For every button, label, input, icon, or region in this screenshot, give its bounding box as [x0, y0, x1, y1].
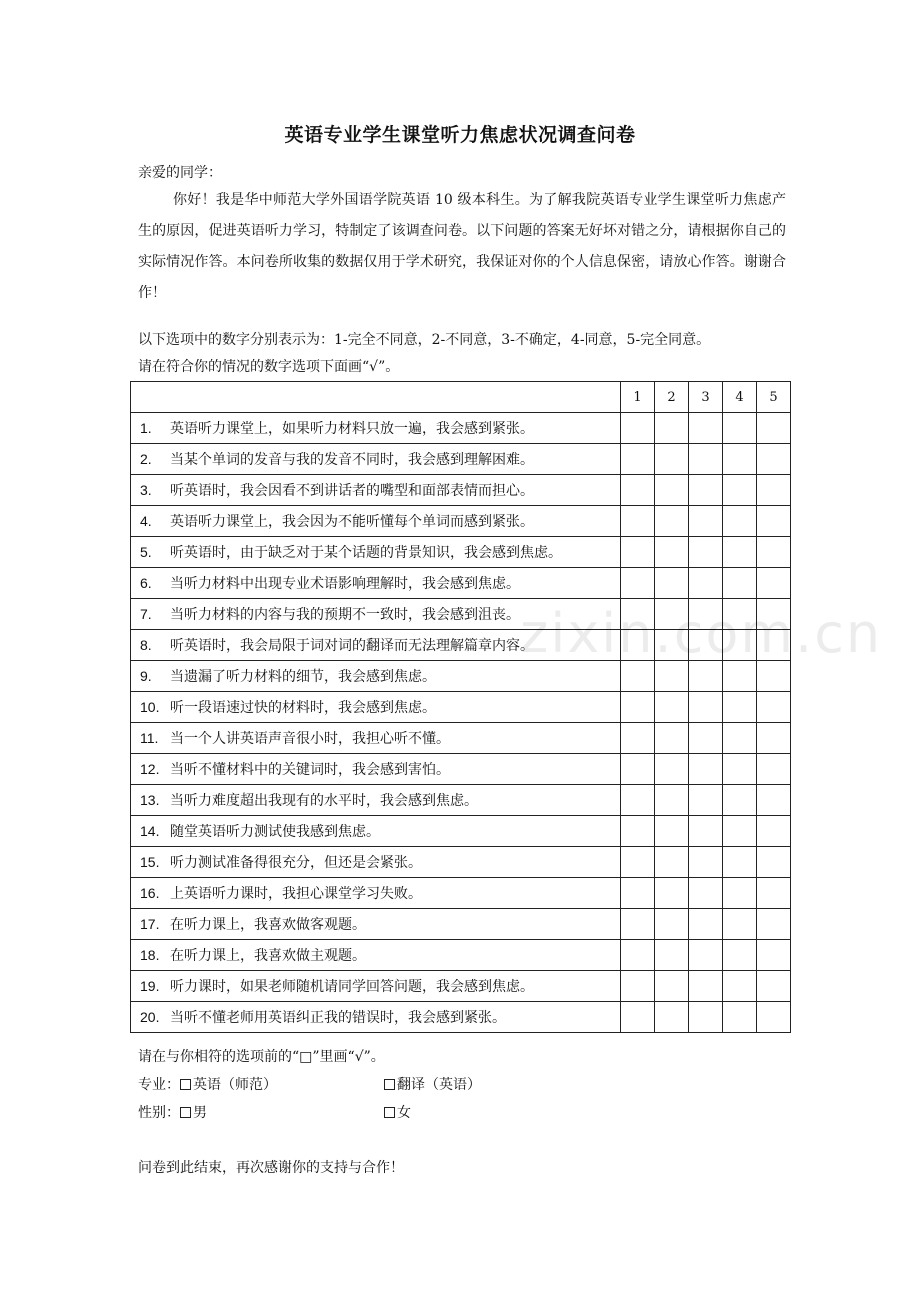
table-row — [131, 475, 791, 506]
question-number: 4. — [140, 513, 152, 529]
rating-cell-1[interactable] — [621, 723, 655, 754]
question-text: 当听力难度超出我现有的水平时，我会感到焦虑。 — [170, 793, 478, 809]
table-row — [131, 692, 791, 723]
checkbox-instruction: 请在与你相符的选项前的“□”里画“√”。 — [138, 1049, 385, 1065]
rating-cell-1[interactable] — [621, 475, 655, 506]
question-number: 2. — [140, 451, 152, 467]
question-cell — [131, 475, 621, 506]
table-row — [131, 444, 791, 475]
rating-cell-4[interactable] — [723, 537, 757, 568]
question-number: 19. — [140, 978, 160, 994]
rating-cell-5[interactable] — [757, 1002, 791, 1033]
rating-cell-4[interactable] — [723, 754, 757, 785]
intro-paragraph: 你好！我是华中师范大学外国语学院英语 10 级本科生。为了解我院英语专业学生课堂听力焦虑产生的原因，促进英语听力学习，特制定了该调查问卷。以下问题的答案无好坏对错之分，请根据你自己的实际情况作答。本问卷所收集的数据仅用于学术研究，我保证对你的个人信息保密，请放心作答。谢谢合作！ — [138, 192, 786, 301]
rating-cell-3[interactable] — [689, 878, 723, 909]
rating-cell-4[interactable] — [723, 1002, 757, 1033]
survey-table — [130, 381, 791, 1033]
closing-note: 问卷到此结束，再次感谢你的支持与合作！ — [138, 1160, 404, 1176]
rating-cell-4[interactable] — [723, 940, 757, 971]
rating-cell-3[interactable] — [689, 692, 723, 723]
rating-cell-1[interactable] — [621, 909, 655, 940]
rating-cell-2[interactable] — [655, 878, 689, 909]
rating-cell-2[interactable] — [655, 444, 689, 475]
rating-cell-2[interactable] — [655, 506, 689, 537]
question-cell — [131, 940, 621, 971]
rating-cell-4[interactable] — [723, 723, 757, 754]
question-cell — [131, 506, 621, 537]
question-number: 20. — [140, 1009, 160, 1025]
rating-cell-2[interactable] — [655, 785, 689, 816]
header-blank-cell — [131, 382, 621, 413]
table-row — [131, 754, 791, 785]
question-number: 6. — [140, 575, 152, 591]
question-cell — [131, 754, 621, 785]
scale-header-2: 2 — [655, 382, 689, 413]
table-row — [131, 723, 791, 754]
question-text: 在听力课上，我喜欢做主观题。 — [170, 948, 366, 964]
question-cell — [131, 723, 621, 754]
scale-header-3: 3 — [689, 382, 723, 413]
rating-cell-4[interactable] — [723, 816, 757, 847]
question-text: 英语听力课堂上，我会因为不能听懂每个单词而感到紧张。 — [170, 514, 534, 530]
rating-cell-5[interactable] — [757, 692, 791, 723]
table-row — [131, 847, 791, 878]
question-text: 听力测试准备得很充分，但还是会紧张。 — [170, 855, 422, 871]
question-list — [131, 413, 791, 1033]
rating-cell-5[interactable] — [757, 971, 791, 1002]
question-text: 英语听力课堂上，如果听力材料只放一遍，我会感到紧张。 — [170, 421, 534, 437]
table-row — [131, 971, 791, 1002]
table-row — [131, 661, 791, 692]
table-row — [131, 816, 791, 847]
rating-cell-4[interactable] — [723, 599, 757, 630]
question-cell — [131, 444, 621, 475]
question-number: 9. — [140, 668, 152, 684]
question-text: 当听力材料中出现专业术语影响理解时，我会感到焦虑。 — [170, 576, 520, 592]
rating-cell-1[interactable] — [621, 971, 655, 1002]
question-number: 16. — [140, 885, 160, 901]
major-option-teaching-checkbox[interactable] — [180, 1079, 191, 1090]
rating-cell-4[interactable] — [723, 475, 757, 506]
gender-male-checkbox[interactable] — [180, 1107, 191, 1118]
rating-cell-1[interactable] — [621, 568, 655, 599]
table-row — [131, 940, 791, 971]
major-option-translation-checkbox[interactable] — [384, 1079, 395, 1090]
rating-cell-3[interactable] — [689, 754, 723, 785]
rating-cell-4[interactable] — [723, 568, 757, 599]
rating-cell-3[interactable] — [689, 971, 723, 1002]
rating-cell-1[interactable] — [621, 1002, 655, 1033]
rating-cell-3[interactable] — [689, 537, 723, 568]
rating-cell-5[interactable] — [757, 444, 791, 475]
rating-cell-1[interactable] — [621, 785, 655, 816]
question-text: 听英语时，我会局限于词对词的翻译而无法理解篇章内容。 — [170, 638, 534, 654]
gender-label: 性别： — [138, 1105, 180, 1121]
question-text: 听英语时，由于缺乏对于某个话题的背景知识，我会感到焦虑。 — [170, 545, 562, 561]
rating-cell-3[interactable] — [689, 1002, 723, 1033]
rating-cell-2[interactable] — [655, 568, 689, 599]
question-cell — [131, 878, 621, 909]
rating-cell-4[interactable] — [723, 692, 757, 723]
rating-cell-4[interactable] — [723, 878, 757, 909]
rating-cell-4[interactable] — [723, 506, 757, 537]
question-cell — [131, 661, 621, 692]
rating-cell-4[interactable] — [723, 413, 757, 444]
rating-cell-1[interactable] — [621, 878, 655, 909]
rating-cell-1[interactable] — [621, 599, 655, 630]
rating-cell-1[interactable] — [621, 661, 655, 692]
question-text: 上英语听力课时，我担心课堂学习失败。 — [170, 886, 422, 902]
table-row — [131, 537, 791, 568]
rating-cell-5[interactable] — [757, 537, 791, 568]
rating-cell-5[interactable] — [757, 599, 791, 630]
rating-cell-5[interactable] — [757, 878, 791, 909]
question-number: 17. — [140, 916, 160, 932]
question-text: 随堂英语听力测试使我感到焦虑。 — [170, 824, 380, 840]
question-number: 1. — [140, 420, 152, 436]
question-number: 14. — [140, 823, 160, 839]
rating-cell-5[interactable] — [757, 785, 791, 816]
rating-cell-5[interactable] — [757, 568, 791, 599]
rating-cell-5[interactable] — [757, 723, 791, 754]
rating-cell-2[interactable] — [655, 971, 689, 1002]
rating-cell-4[interactable] — [723, 909, 757, 940]
table-row — [131, 568, 791, 599]
rating-cell-5[interactable] — [757, 940, 791, 971]
major-option-translation-label: 翻译（英语） — [397, 1077, 481, 1093]
rating-cell-4[interactable] — [723, 444, 757, 475]
scale-legend: 以下选项中的数字分别表示为：1-完全不同意，2-不同意，3-不确定，4-同意，5-完全同意。 — [138, 332, 711, 348]
rating-cell-2[interactable] — [655, 475, 689, 506]
question-text: 当某个单词的发音与我的发音不同时，我会感到理解困难。 — [170, 452, 534, 468]
scale-header-5: 5 — [757, 382, 791, 413]
question-cell — [131, 692, 621, 723]
rating-cell-2[interactable] — [655, 599, 689, 630]
rating-cell-3[interactable] — [689, 506, 723, 537]
question-cell — [131, 413, 621, 444]
table-row — [131, 599, 791, 630]
rating-cell-3[interactable] — [689, 816, 723, 847]
table-row — [131, 413, 791, 444]
gender-male-label: 男 — [193, 1105, 207, 1121]
rating-cell-2[interactable] — [655, 630, 689, 661]
rating-cell-1[interactable] — [621, 444, 655, 475]
question-number: 5. — [140, 544, 152, 560]
rating-cell-3[interactable] — [689, 444, 723, 475]
rating-cell-1[interactable] — [621, 537, 655, 568]
rating-cell-5[interactable] — [757, 630, 791, 661]
rating-cell-2[interactable] — [655, 847, 689, 878]
watermark: zixin.com.cn — [520, 602, 883, 665]
rating-cell-3[interactable] — [689, 723, 723, 754]
rating-cell-5[interactable] — [757, 847, 791, 878]
table-row — [131, 630, 791, 661]
rating-cell-4[interactable] — [723, 971, 757, 1002]
question-cell — [131, 971, 621, 1002]
rating-cell-2[interactable] — [655, 816, 689, 847]
question-number: 18. — [140, 947, 160, 963]
question-number: 13. — [140, 792, 160, 808]
scale-header-4: 4 — [723, 382, 757, 413]
question-number: 10. — [140, 699, 160, 715]
rating-cell-5[interactable] — [757, 506, 791, 537]
rating-cell-1[interactable] — [621, 506, 655, 537]
table-header-row — [131, 382, 791, 413]
rating-cell-1[interactable] — [621, 692, 655, 723]
scale-instructions — [138, 327, 798, 381]
question-text: 听英语时，我会因看不到讲话者的嘴型和面部表情而担心。 — [170, 483, 534, 499]
scale-header-1: 1 — [621, 382, 655, 413]
rating-cell-4[interactable] — [723, 785, 757, 816]
major-label: 专业： — [138, 1077, 180, 1093]
rating-cell-2[interactable] — [655, 1002, 689, 1033]
question-cell — [131, 1002, 621, 1033]
major-option-teaching-label: 英语（师范） — [193, 1077, 277, 1093]
rating-cell-2[interactable] — [655, 909, 689, 940]
rating-cell-3[interactable] — [689, 785, 723, 816]
question-number: 12. — [140, 761, 160, 777]
gender-female-checkbox[interactable] — [384, 1107, 395, 1118]
question-number: 11. — [140, 730, 159, 746]
rating-cell-2[interactable] — [655, 692, 689, 723]
rating-cell-5[interactable] — [757, 661, 791, 692]
rating-cell-4[interactable] — [723, 661, 757, 692]
rating-cell-3[interactable] — [689, 599, 723, 630]
question-text: 当遗漏了听力材料的细节，我会感到焦虑。 — [170, 669, 436, 685]
scale-mark-instruction: 请在符合你的情况的数字选项下面画“√”。 — [138, 359, 400, 375]
rating-cell-4[interactable] — [723, 630, 757, 661]
rating-cell-2[interactable] — [655, 723, 689, 754]
question-number: 3. — [140, 482, 152, 498]
rating-cell-1[interactable] — [621, 630, 655, 661]
question-text: 当一个人讲英语声音很小时，我担心听不懂。 — [170, 731, 450, 747]
rating-cell-2[interactable] — [655, 661, 689, 692]
question-number: 8. — [140, 637, 152, 653]
rating-cell-1[interactable] — [621, 754, 655, 785]
rating-cell-5[interactable] — [757, 754, 791, 785]
rating-cell-3[interactable] — [689, 413, 723, 444]
rating-cell-3[interactable] — [689, 661, 723, 692]
question-text: 当听不懂老师用英语纠正我的错误时，我会感到紧张。 — [170, 1010, 506, 1026]
question-cell — [131, 816, 621, 847]
rating-cell-4[interactable] — [723, 847, 757, 878]
rating-cell-2[interactable] — [655, 754, 689, 785]
table-row — [131, 1002, 791, 1033]
rating-cell-3[interactable] — [689, 909, 723, 940]
table-row — [131, 506, 791, 537]
question-cell — [131, 537, 621, 568]
question-cell — [131, 630, 621, 661]
question-text: 当听力材料的内容与我的预期不一致时，我会感到沮丧。 — [170, 607, 520, 623]
rating-cell-1[interactable] — [621, 816, 655, 847]
question-cell — [131, 599, 621, 630]
rating-cell-2[interactable] — [655, 413, 689, 444]
question-cell — [131, 847, 621, 878]
question-text: 听力课时，如果老师随机请同学回答问题，我会感到焦虑。 — [170, 979, 534, 995]
personal-info-section — [138, 1043, 798, 1127]
rating-cell-3[interactable] — [689, 940, 723, 971]
rating-cell-1[interactable] — [621, 847, 655, 878]
question-cell — [131, 568, 621, 599]
rating-cell-3[interactable] — [689, 568, 723, 599]
rating-cell-5[interactable] — [757, 816, 791, 847]
question-text: 听一段语速过快的材料时，我会感到焦虑。 — [170, 700, 436, 716]
rating-cell-3[interactable] — [689, 475, 723, 506]
major-row — [138, 1071, 798, 1099]
rating-cell-5[interactable] — [757, 475, 791, 506]
rating-cell-5[interactable] — [757, 909, 791, 940]
table-row — [131, 785, 791, 816]
table-row — [131, 878, 791, 909]
rating-cell-3[interactable] — [689, 847, 723, 878]
rating-cell-2[interactable] — [655, 537, 689, 568]
question-number: 15. — [140, 854, 160, 870]
question-text: 当听不懂材料中的关键词时，我会感到害怕。 — [170, 762, 450, 778]
question-text: 在听力课上，我喜欢做客观题。 — [170, 917, 366, 933]
rating-cell-3[interactable] — [689, 630, 723, 661]
rating-cell-2[interactable] — [655, 940, 689, 971]
rating-cell-1[interactable] — [621, 413, 655, 444]
rating-cell-1[interactable] — [621, 940, 655, 971]
question-cell — [131, 785, 621, 816]
question-number: 7. — [140, 606, 152, 622]
question-cell — [131, 909, 621, 940]
page-title: 英语专业学生课堂听力焦虑状况调查问卷 — [284, 124, 636, 146]
greeting: 亲爱的同学： — [138, 165, 222, 181]
rating-cell-5[interactable] — [757, 413, 791, 444]
table-row — [131, 909, 791, 940]
gender-row — [138, 1099, 798, 1127]
gender-female-label: 女 — [397, 1105, 411, 1121]
